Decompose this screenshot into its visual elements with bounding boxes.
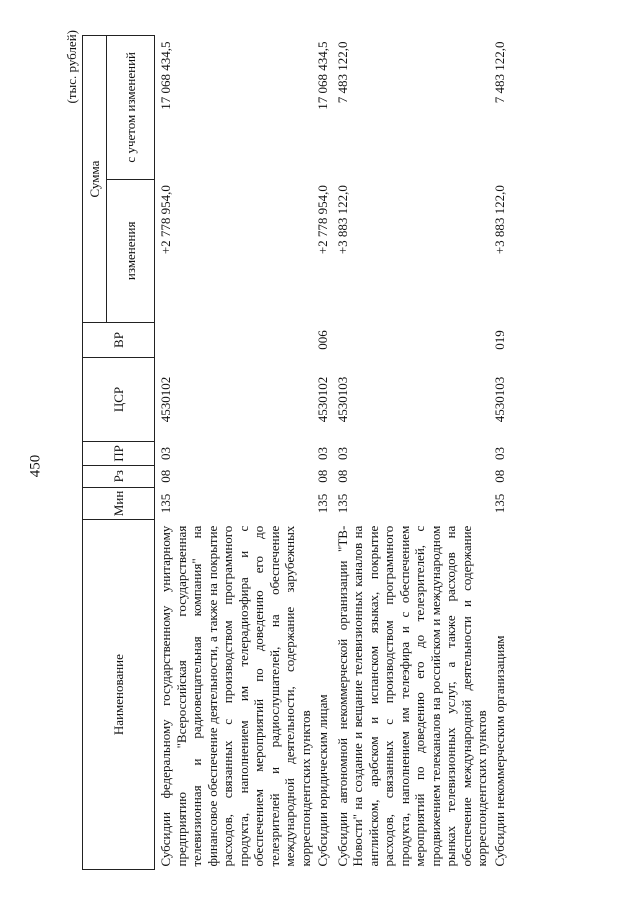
header-csr: ЦСР <box>83 357 155 441</box>
row-rz: 08 <box>491 469 507 483</box>
row-csr: 4530102 <box>315 376 330 423</box>
row-min: 135 <box>334 493 350 514</box>
row-with-change: 7 483 122,0 <box>491 41 507 104</box>
row-name: Субсидии некоммерческим организациям <box>491 635 507 867</box>
units-label: (тыс. рублей) <box>64 30 79 104</box>
row-pr: 03 <box>158 446 173 460</box>
table-row <box>314 36 332 870</box>
row-vr: 019 <box>491 330 507 350</box>
header-with-change: с учетом изменений <box>107 36 155 180</box>
row-csr: 4530103 <box>491 376 507 423</box>
header-summa: Сумма <box>83 36 107 323</box>
row-vr: 006 <box>315 330 330 350</box>
row-with-change: 17 068 434,5 <box>315 41 330 110</box>
table-row <box>332 36 491 870</box>
document-page <box>60 20 600 870</box>
header-change: изменения <box>107 179 155 323</box>
row-min: 135 <box>315 493 330 514</box>
header-name: Наименование <box>83 520 155 870</box>
row-pr: 03 <box>334 446 350 460</box>
row-name: Субсидии федеральному государственному унитарному предприятию "Всероссийская государственная телевизионная и радиовещательная компания" на финансовое обеспечение деятельности, а также на покрытие расходов, связанных с производством программного продукта, наполнением им телерадиоэфира и с обеспечением мероприятий по доведению его до телезрителей и радиослушателей, на обеспечение международной деятельности, содержание зарубежных корреспондентских пунктов <box>158 525 313 867</box>
row-with-change: 17 068 434,5 <box>158 41 173 110</box>
row-change: +2 778 954,0 <box>315 185 330 255</box>
row-name: Субсидии автономной некоммерческой организации "ТВ-Новости" на создание и вещание телевизионных каналов на английском, арабском и испанском языках, покрытие расходов, связанных с производством программного продукта, наполнением им телеэфира и с обеспечением мероприятий по доведению его до телезрителей, с продвижением телеканалов на российском и международном рынках телевизионных услуг, а также расходов на обеспечение международной деятельности и содержание корреспондентских пунктов <box>334 525 489 867</box>
budget-table <box>82 35 508 870</box>
row-rz: 08 <box>334 469 350 483</box>
row-change: +2 778 954,0 <box>158 185 173 255</box>
row-change: +3 883 122,0 <box>334 185 350 255</box>
header-vr: ВР <box>83 323 155 358</box>
row-csr: 4530103 <box>334 376 350 423</box>
table-row <box>155 36 315 870</box>
header-pr: ПР <box>83 442 155 466</box>
row-csr: 4530102 <box>158 376 173 423</box>
row-min: 135 <box>158 493 173 514</box>
page-number: 450 <box>27 454 44 478</box>
header-min: Мин <box>83 487 155 519</box>
row-vr <box>155 323 315 358</box>
row-rz: 08 <box>315 469 330 483</box>
row-pr: 03 <box>315 446 330 460</box>
table-row <box>491 36 509 870</box>
header-rz: Рз <box>83 465 155 487</box>
row-with-change: 7 483 122,0 <box>334 41 350 104</box>
row-name: Субсидии юридическим лицам <box>315 694 330 867</box>
row-pr: 03 <box>491 446 507 460</box>
row-vr <box>332 323 491 358</box>
row-rz: 08 <box>158 469 173 483</box>
row-change: +3 883 122,0 <box>491 185 507 255</box>
row-min: 135 <box>491 493 507 514</box>
